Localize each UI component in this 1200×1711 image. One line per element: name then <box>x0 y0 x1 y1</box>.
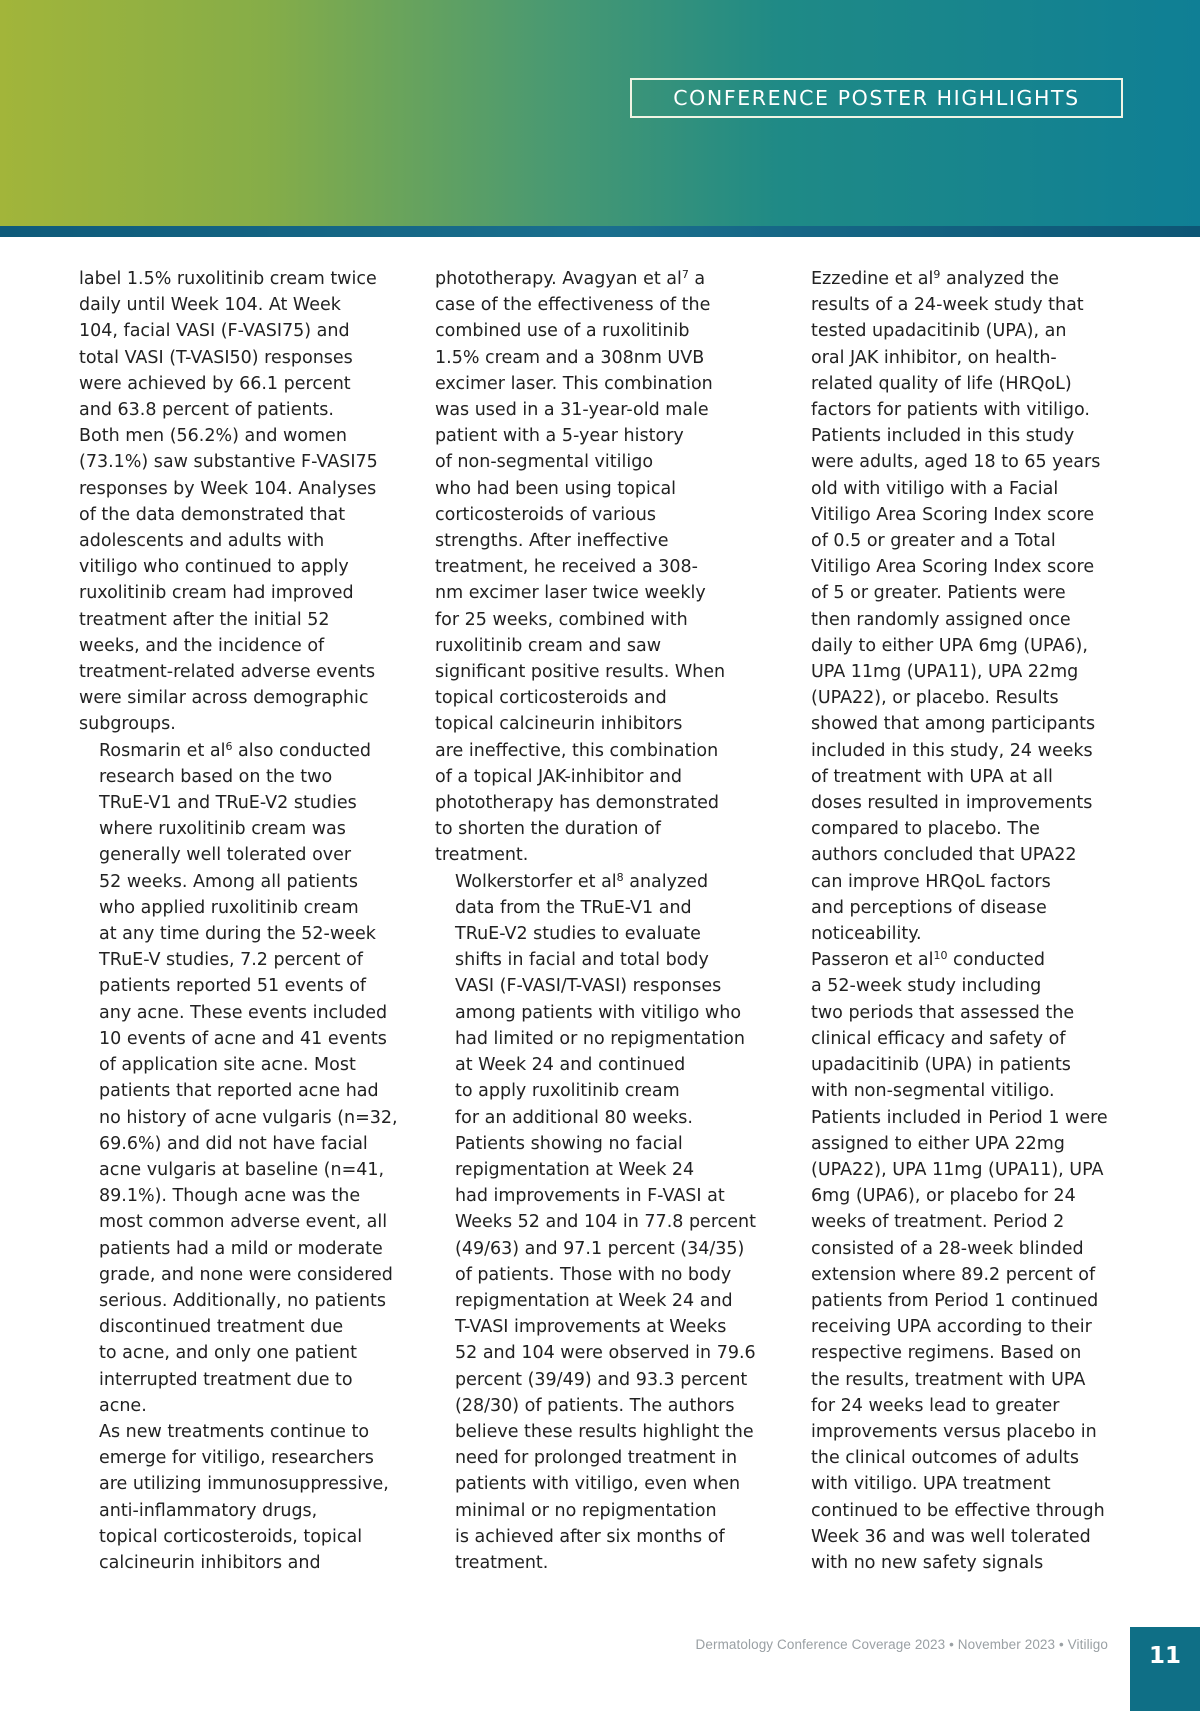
text-line: of patients. Those with no body <box>455 1264 732 1285</box>
text-line: consisted of a 28-week blinded <box>811 1238 1084 1259</box>
line-text: a <box>688 269 706 289</box>
text-line: among patients with vitiligo who <box>455 1002 742 1023</box>
reference-superscript: 6 <box>225 739 233 753</box>
text-line: total VASI (T-VASI50) responses <box>79 347 353 368</box>
text-line: of treatment with UPA at all <box>811 766 1053 787</box>
text-line: Patients included in Period 1 were <box>811 1107 1108 1128</box>
text-line: treatment-related adverse events <box>79 662 376 683</box>
text-line: with no new safety signals <box>811 1552 1044 1573</box>
line-text: conducted <box>947 950 1045 971</box>
text-line: extension where 89.2 percent of <box>811 1264 1096 1285</box>
text-column-3 <box>791 266 1131 1576</box>
text-line: treatment after the initial 52 <box>79 609 330 630</box>
text-line: Vitiligo Area Scoring Index score <box>811 504 1095 525</box>
text-line: treatment. <box>435 845 529 866</box>
text-line: of the data demonstrated that <box>79 504 346 525</box>
reference-superscript: 10 <box>933 949 948 963</box>
text-line: tested upadacitinib (UPA), an <box>811 321 1067 342</box>
text-line: repigmentation at Week 24 <box>455 1159 695 1180</box>
text-line: shifts in facial and total body <box>455 950 709 971</box>
text-line: old with vitiligo with a Facial <box>811 478 1059 499</box>
text-line: results of a 24-week study that <box>811 295 1084 316</box>
text-line <box>435 266 775 292</box>
text-line: factors for patients with vitiligo. <box>811 400 1090 421</box>
text-line: (49/63) and 97.1 percent (34/35) <box>455 1238 745 1259</box>
text-column-2 <box>435 266 775 1576</box>
text-line <box>435 869 775 895</box>
text-line: excimer laser. This combination <box>435 373 713 394</box>
text-line: continued to be effective through <box>811 1500 1105 1521</box>
text-line: patients from Period 1 continued <box>811 1290 1099 1311</box>
text-line: had improvements in F-VASI at <box>455 1186 725 1207</box>
line-text: Ezzedine et al <box>811 269 934 289</box>
text-line: assigned to either UPA 22mg <box>811 1133 1065 1154</box>
text-line: a 52-week study including <box>811 976 1042 997</box>
text-line: (28/30) of patients. The authors <box>455 1395 735 1416</box>
text-line: TRuE-V1 and TRuE-V2 studies <box>99 793 357 814</box>
page-number: 11 <box>1130 1627 1200 1711</box>
text-line: phototherapy has demonstrated <box>435 793 719 814</box>
text-line: related quality of life (HRQoL) <box>811 373 1072 394</box>
line-text: analyzed <box>623 871 709 892</box>
text-line: weeks of treatment. Period 2 <box>811 1212 1065 1233</box>
text-line: no history of acne vulgaris (n=32, <box>99 1107 398 1128</box>
body-paragraph <box>79 266 419 738</box>
line-text: analyzed the <box>940 269 1060 289</box>
text-line: are ineffective, this combination <box>435 740 719 761</box>
text-line: Both men (56.2%) and women <box>79 426 347 447</box>
text-line: significant positive results. When <box>435 662 726 683</box>
text-line: to acne, and only one patient <box>99 1343 357 1364</box>
text-line: subgroups. <box>79 714 176 735</box>
text-line: and 63.8 percent of patients. <box>79 400 334 421</box>
text-line: respective regimens. Based on <box>811 1343 1082 1364</box>
body-paragraph <box>435 869 775 1576</box>
text-line: discontinued treatment due <box>99 1317 344 1338</box>
text-line: combined use of a ruxolitinib <box>435 321 690 342</box>
text-line: responses by Week 104. Analyses <box>79 478 377 499</box>
text-line <box>791 266 1131 292</box>
text-line: anti-inflammatory drugs, <box>99 1500 318 1521</box>
text-line: the results, treatment with UPA <box>811 1369 1086 1390</box>
text-line: upadacitinib (UPA) in patients <box>811 1055 1071 1076</box>
text-line: daily until Week 104. At Week <box>79 295 341 316</box>
text-line: most common adverse event, all <box>99 1212 388 1233</box>
text-line: receiving UPA according to their <box>811 1317 1092 1338</box>
line-text: phototherapy. Avagyan et al <box>435 269 682 289</box>
text-line: case of the effectiveness of the <box>435 295 711 316</box>
text-line: nm excimer laser twice weekly <box>435 583 706 604</box>
text-line: two periods that assessed the <box>811 1002 1075 1023</box>
text-line: at Week 24 and continued <box>455 1055 686 1076</box>
text-line: at any time during the 52-week <box>99 924 376 945</box>
text-line: patients had a mild or moderate <box>99 1238 383 1259</box>
text-line: for 25 weeks, combined with <box>435 609 688 630</box>
text-line: of non-segmental vitiligo <box>435 452 654 473</box>
text-line: (UPA22), UPA 11mg (UPA11), UPA <box>811 1159 1104 1180</box>
text-line: patients that reported acne had <box>99 1081 379 1102</box>
text-line: is achieved after six months of <box>455 1526 725 1547</box>
text-line: 69.6%) and did not have facial <box>99 1133 368 1154</box>
text-line: generally well tolerated over <box>99 845 352 866</box>
text-line: TRuE-V2 studies to evaluate <box>455 924 701 945</box>
reference-superscript: 7 <box>681 268 689 281</box>
text-line: Weeks 52 and 104 in 77.8 percent <box>455 1212 756 1233</box>
text-line: for 24 weeks lead to greater <box>811 1395 1060 1416</box>
text-line: were adults, aged 18 to 65 years <box>811 452 1101 473</box>
text-line: 10 events of acne and 41 events <box>99 1028 387 1049</box>
text-line: were achieved by 66.1 percent <box>79 373 351 394</box>
text-line: 52 and 104 were observed in 79.6 <box>455 1343 756 1364</box>
body-paragraph <box>791 947 1131 1576</box>
reference-superscript: 8 <box>616 870 624 884</box>
text-line: 52 weeks. Among all patients <box>99 871 358 892</box>
text-line: can improve HRQoL factors <box>811 871 1051 892</box>
text-line: topical calcineurin inhibitors <box>435 714 683 735</box>
text-line: 89.1%). Though acne was the <box>99 1186 361 1207</box>
text-line: patients reported 51 events of <box>99 976 367 997</box>
text-line: 104, facial VASI (F-VASI75) and <box>79 321 350 342</box>
text-line: interrupted treatment due to <box>99 1369 353 1390</box>
text-line: serious. Additionally, no patients <box>99 1290 386 1311</box>
text-line: weeks, and the incidence of <box>79 635 325 656</box>
reference-superscript: 9 <box>933 268 941 281</box>
text-line: daily to either UPA 6mg (UPA6), <box>811 635 1088 656</box>
text-line: with vitiligo. UPA treatment <box>811 1474 1051 1495</box>
text-column-1 <box>79 266 419 1576</box>
text-line: noticeability. <box>811 924 922 945</box>
text-line: doses resulted in improvements <box>811 793 1093 814</box>
text-line: emerge for vitiligo, researchers <box>99 1448 374 1469</box>
text-line: was used in a 31-year-old male <box>435 400 709 421</box>
text-line: then randomly assigned once <box>811 609 1071 630</box>
text-line: and perceptions of disease <box>811 897 1047 918</box>
text-line: corticosteroids of various <box>435 504 656 525</box>
footer-citation: Dermatology Conference Coverage 2023 • November 2023 • Vitiligo <box>695 1637 1108 1652</box>
text-line: (UPA22), or placebo. Results <box>811 688 1059 709</box>
text-line: Vitiligo Area Scoring Index score <box>811 557 1095 578</box>
text-line: of 5 or greater. Patients were <box>811 583 1066 604</box>
body-paragraph <box>79 738 419 1419</box>
text-line: authors concluded that UPA22 <box>811 845 1077 866</box>
body-paragraph <box>435 266 775 869</box>
text-line: 1.5% cream and a 308nm UVB <box>435 347 705 368</box>
text-line: acne vulgaris at baseline (n=41, <box>99 1159 385 1180</box>
text-line: calcineurin inhibitors and <box>99 1552 321 1573</box>
text-line: the clinical outcomes of adults <box>811 1448 1080 1469</box>
text-line: with non-segmental vitiligo. <box>811 1081 1055 1102</box>
text-line: clinical efficacy and safety of <box>811 1028 1066 1049</box>
text-line: patient with a 5-year history <box>435 426 684 447</box>
text-line: percent (39/49) and 93.3 percent <box>455 1369 748 1390</box>
text-line: showed that among participants <box>811 714 1096 735</box>
text-line: ruxolitinib cream and saw <box>435 635 662 656</box>
text-line: were similar across demographic <box>79 688 369 709</box>
line-text: Wolkerstorfer et al <box>455 871 617 892</box>
text-line: patients with vitiligo, even when <box>455 1474 741 1495</box>
text-line: improvements versus placebo in <box>811 1421 1097 1442</box>
text-line: research based on the two <box>99 766 333 787</box>
text-line: topical corticosteroids, topical <box>99 1526 363 1547</box>
text-line: As new treatments continue to <box>99 1421 370 1442</box>
header-stripe <box>0 226 1200 237</box>
text-line: included in this study, 24 weeks <box>811 740 1093 761</box>
text-line: believe these results highlight the <box>455 1421 754 1442</box>
text-line: need for prolonged treatment in <box>455 1448 738 1469</box>
text-line: who had been using topical <box>435 478 677 499</box>
text-line: label 1.5% ruxolitinib cream twice <box>79 269 377 289</box>
text-line: (73.1%) saw substantive F-VASI75 <box>79 452 378 473</box>
text-line <box>79 738 419 764</box>
text-line: where ruxolitinib cream was <box>99 819 346 840</box>
text-line: minimal or no repigmentation <box>455 1500 717 1521</box>
text-line: repigmentation at Week 24 and <box>455 1290 733 1311</box>
body-paragraph <box>79 1419 419 1576</box>
text-line: Patients showing no facial <box>455 1133 683 1154</box>
text-line: adolescents and adults with <box>79 531 325 552</box>
text-line: Patients included in this study <box>811 426 1075 447</box>
text-line: for an additional 80 weeks. <box>455 1107 693 1128</box>
text-line: to shorten the duration of <box>435 819 661 840</box>
text-line: to apply ruxolitinib cream <box>455 1081 680 1102</box>
text-line: ruxolitinib cream had improved <box>79 583 354 604</box>
text-line: T-VASI improvements at Weeks <box>455 1317 727 1338</box>
text-line: data from the TRuE-V1 and <box>455 897 692 918</box>
line-text: Rosmarin et al <box>99 740 226 761</box>
text-line: are utilizing immunosuppressive, <box>99 1474 389 1495</box>
line-text: Passeron et al <box>811 950 934 971</box>
text-line: treatment. <box>455 1552 549 1573</box>
text-line: had limited or no repigmentation <box>455 1028 745 1049</box>
text-line: VASI (F-VASI/T-VASI) responses <box>455 976 722 997</box>
text-line: any acne. These events included <box>99 1002 388 1023</box>
text-line: Week 36 and was well tolerated <box>811 1526 1091 1547</box>
text-line: of application site acne. Most <box>99 1055 356 1076</box>
text-line: of a topical JAK-inhibitor and <box>435 766 682 787</box>
line-text: also conducted <box>232 740 371 761</box>
text-line: oral JAK inhibitor, on health- <box>811 347 1057 368</box>
text-line: 6mg (UPA6), or placebo for 24 <box>811 1186 1076 1207</box>
body-paragraph <box>791 266 1131 947</box>
text-line: topical corticosteroids and <box>435 688 667 709</box>
text-line: compared to placebo. The <box>811 819 1040 840</box>
text-line: vitiligo who continued to apply <box>79 557 349 578</box>
text-line: of 0.5 or greater and a Total <box>811 531 1056 552</box>
text-line <box>791 947 1131 973</box>
text-line: TRuE-V studies, 7.2 percent of <box>99 950 363 971</box>
text-line: grade, and none were considered <box>99 1264 393 1285</box>
text-line: UPA 11mg (UPA11), UPA 22mg <box>811 662 1079 683</box>
text-line: strengths. After ineffective <box>435 531 669 552</box>
text-line: who applied ruxolitinib cream <box>99 897 359 918</box>
text-line: treatment, he received a 308- <box>435 557 698 578</box>
text-line: acne. <box>99 1395 147 1416</box>
section-label: CONFERENCE POSTER HIGHLIGHTS <box>630 78 1123 118</box>
